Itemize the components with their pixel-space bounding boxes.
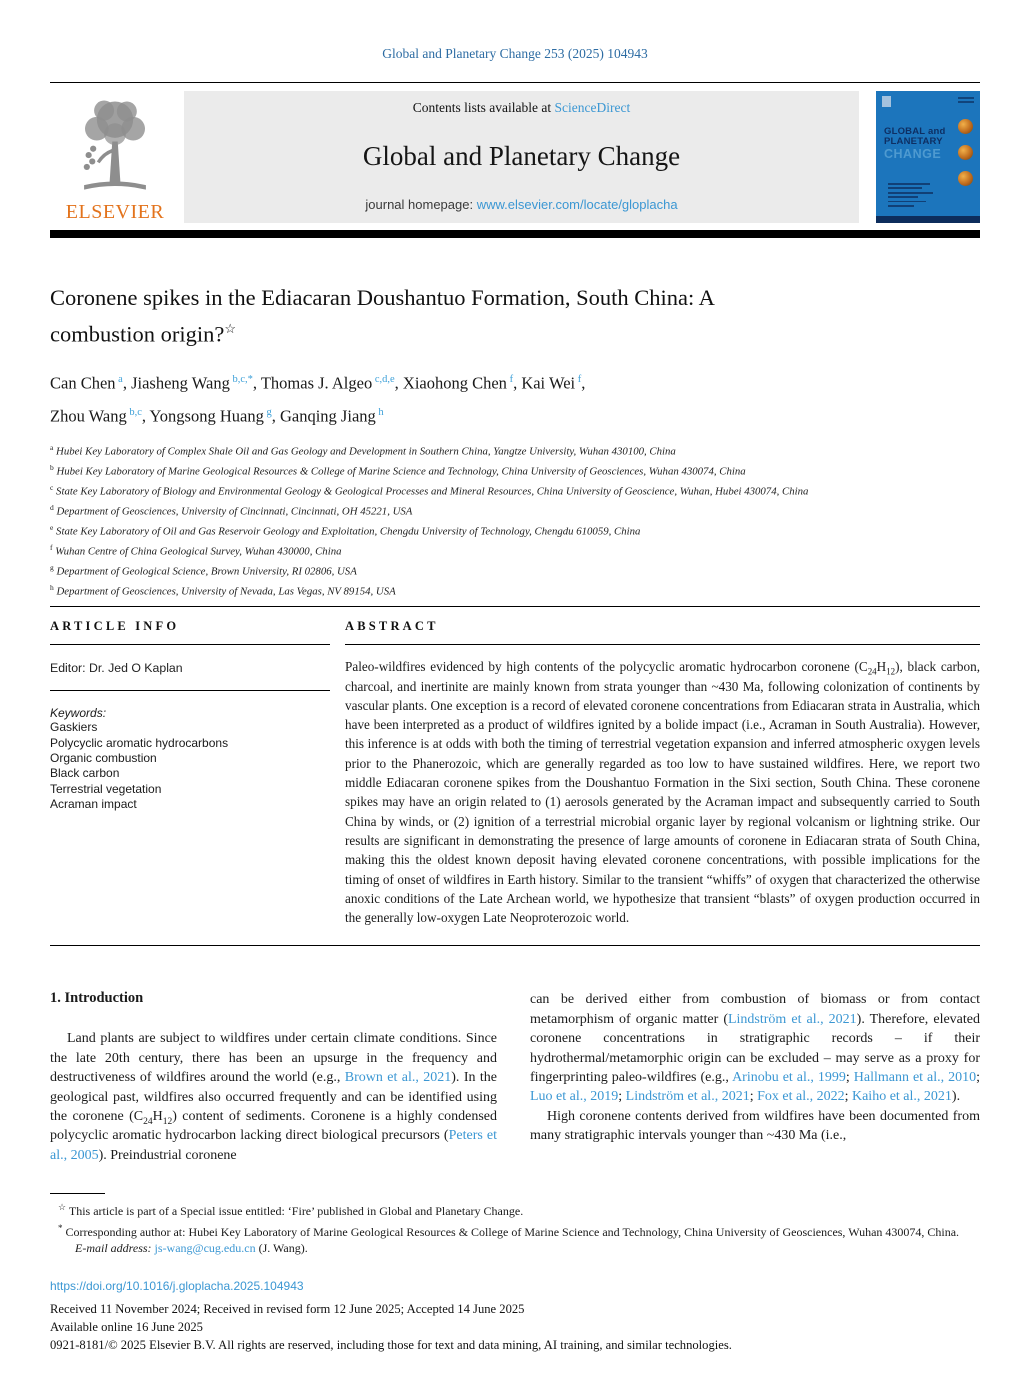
article-info-rule: [50, 644, 330, 645]
cover-bottom-strip: [876, 216, 980, 223]
sciencedirect-link[interactable]: ScienceDirect: [554, 100, 631, 115]
affiliation-sup: g: [50, 563, 54, 573]
text-segment: ).: [951, 1089, 961, 1105]
text-segment: ;: [749, 1089, 758, 1105]
banner-center-panel: [184, 91, 859, 223]
text-segment: ). In the geological past, wildfires also occurred frequently and can be identified using the coronene (C: [50, 1070, 497, 1125]
affiliation-sup: e: [50, 522, 54, 532]
text-segment: ) content of sediments. Coronene is a highly condensed polycyclic aromatic hydrocarbon lacking direct biological precursors (: [50, 1109, 497, 1144]
body-column-left: [50, 990, 497, 1165]
citation-link[interactable]: js-wang@cug.edu.cn: [154, 1241, 256, 1256]
italic-text: E-mail address:: [75, 1241, 155, 1256]
article-info-column: [50, 619, 330, 927]
info-abstract-section: [50, 619, 980, 927]
footnote-separator: [50, 1193, 105, 1194]
footnote-item: [50, 1220, 980, 1241]
journal-homepage-link[interactable]: www.elsevier.com/locate/gloplacha: [476, 197, 678, 212]
text-segment: Corresponding author at: Hubei Key Laboratory of Marine Geological Resources & College of Marine Science and Technology, China University of Geosciences, Wuhan 430074, China.: [65, 1224, 960, 1239]
abstract-heading: ABSTRACT: [345, 619, 439, 634]
affiliation-item: $^f$ Wuhan Centre of China Geological Survey, Wuhan 430000, China: [50, 542, 342, 558]
keywords-label: Keywords:: [50, 706, 107, 721]
author-affiliation-sup: g: [263, 407, 272, 418]
divider-below-abstract: [50, 945, 980, 946]
affiliation-sup: h: [50, 583, 54, 593]
body-column-right: [530, 990, 980, 1165]
body-paragraph: [530, 1107, 980, 1146]
keyword-item: Terrestrial vegetation: [50, 781, 162, 796]
affiliation-item: $^b$ Hubei Key Laboratory of Marine Geological Resources & College of Marine Science and Technology, China University of Geosciences, Wuhan 430074, China: [50, 462, 746, 478]
citation-link[interactable]: Lindström et al., 2021: [727, 1011, 857, 1027]
editor-rule: [50, 690, 330, 691]
homepage-line: [365, 197, 677, 212]
text-segment: Land plants are subject to wildfires under certain climate conditions. Since the late 20th century, there has been an upsurge in the frequency and destructiveness of wildfires around the world (e.g.,: [50, 1031, 497, 1086]
text-segment: ;: [845, 1070, 854, 1086]
footnote-symbol: ☆: [58, 1202, 67, 1213]
subscript-text: 12: [162, 1116, 173, 1127]
citation-link[interactable]: Lindström et al., 2021: [625, 1089, 750, 1105]
doi-link[interactable]: https://doi.org/10.1016/j.gloplacha.2025.104943: [50, 1279, 304, 1294]
article-title-line2: [50, 313, 980, 350]
author-name: Can Chen: [50, 373, 116, 392]
homepage-prefix: journal homepage:: [365, 197, 477, 212]
globe-icon: [958, 171, 973, 186]
article-info-heading: ARTICLE INFO: [50, 619, 180, 634]
author-name: Thomas J. Algeo: [260, 373, 373, 392]
author-affiliation-sup: b,c,*: [229, 373, 253, 385]
elsevier-tree-icon: [69, 96, 161, 201]
footnote-item: [50, 1240, 980, 1257]
affiliation-sup: a: [50, 442, 54, 452]
elsevier-wordmark: ELSEVIER: [65, 201, 165, 223]
keyword-item: Acraman impact: [50, 797, 137, 812]
article-title-line2-text: combustion origin?: [50, 321, 225, 347]
author-list: [50, 365, 980, 432]
affiliation-item: $^e$ State Key Laboratory of Oil and Gas Reservoir Geology and Exploitation, Chengdu University of Technology, Chengdu 610059, China: [50, 522, 641, 538]
cover-publisher-mark: [882, 96, 891, 107]
journal-cover-thumbnail[interactable]: [876, 91, 980, 223]
cover-issue-text: [958, 97, 974, 105]
affiliation-item: $^a$ Hubei Key Laboratory of Complex Shale Oil and Gas Geology and Development in Southern China, Yangtze University, Wuhan 430100, China: [50, 442, 676, 458]
keyword-item: Polycyclic aromatic hydrocarbons: [50, 735, 229, 750]
author-affiliation-sup: a: [115, 373, 123, 385]
author-name: Ganqing Jiang: [279, 406, 376, 426]
contents-line: [413, 100, 630, 116]
contents-prefix: Contents lists available at: [412, 100, 555, 115]
author-name: Jiasheng Wang: [131, 373, 230, 392]
cover-title: [884, 127, 945, 161]
author-affiliation-sup: f: [575, 373, 582, 385]
citation-link[interactable]: Fox et al., 2022: [757, 1089, 845, 1105]
globe-icon: [958, 145, 973, 160]
special-issue-star-icon: ☆: [224, 321, 237, 336]
article-title: [50, 282, 980, 350]
affiliation-list: [50, 440, 980, 601]
doi-line: [50, 1279, 980, 1293]
author-affiliation-sup: b,c: [126, 407, 142, 418]
globe-icon: [958, 119, 973, 134]
divider-banner-bottom: [50, 230, 980, 238]
keyword-item: Gaskiers: [50, 720, 98, 735]
divider-top: [50, 82, 980, 83]
divider-above-info: [50, 606, 980, 607]
page-content: [50, 0, 980, 1354]
affiliation-sup: c: [50, 482, 54, 492]
abstract-text: [345, 657, 980, 927]
copyright-line: 0921-8181/© 2025 Elsevier B.V. All rights are reserved, including those for text and data mining, AI training, and similar technologies.: [50, 1338, 732, 1353]
body-text: [50, 990, 980, 1165]
footer-block: [50, 1279, 980, 1354]
text-segment: ;: [618, 1089, 626, 1105]
author-line: Can Chen $^a$, Jiasheng Wang $^{b,c,*}$, Thomas J. Algeo $^{c,d,e}$, Xiaohong Chen $^f$, Kai Wei $^f$,: [50, 373, 586, 392]
author-name: Zhou Wang: [50, 406, 127, 426]
citation-link[interactable]: Peters et al., 2005: [50, 1128, 497, 1163]
footnote-symbol: *: [58, 1222, 63, 1233]
author-name: Yongsong Huang: [149, 406, 264, 426]
citation-link[interactable]: Luo et al., 2019: [530, 1089, 619, 1105]
article-title-line1: Coronene spikes in the Ediacaran Doushantuo Formation, South China: A: [50, 285, 715, 310]
affiliation-item: $^c$ State Key Laboratory of Biology and Environmental Geology & Geological Processes and Mineral Resources, China University of Geoscience, Wuhan, Hubei 430074, China: [50, 482, 809, 498]
keywords-list: [50, 720, 330, 812]
text-segment: ). Therefore, elevated coronene concentrations in stratigraphic records – if their hydrothermal/metamorphic origin can be excluded – may serve as a proxy for fingerprinting paleo-wildfires (e.g.,: [530, 1011, 980, 1086]
cover-title-line2: PLANETARY: [884, 136, 943, 147]
citation-link[interactable]: Brown et al., 2021: [344, 1070, 452, 1086]
available-line: Available online 16 June 2025: [50, 1320, 203, 1335]
text-segment: High coronene contents derived from wildfires have been documented from many stratigraphic intervals younger than ~430 Ma (i.e.,: [530, 1108, 980, 1144]
cover-editor-lines: [888, 183, 933, 209]
citation-link[interactable]: Hallmann et al., 2010: [853, 1070, 977, 1086]
running-head: Global and Planetary Change 253 (2025) 104943: [382, 46, 648, 61]
text-segment: ;: [844, 1089, 852, 1105]
text-segment: Paleo-wildfires evidenced by high contents of the polycyclic aromatic hydrocarbon coronene (C: [345, 659, 868, 675]
text-segment: ;: [976, 1070, 981, 1086]
text-segment: This article is part of a Special issue entitled: ‘Fire’ published in Global and Planetary Change.: [68, 1204, 524, 1219]
subscript-text: 24: [143, 1116, 153, 1127]
citation-link[interactable]: Kaiho et al., 2021: [851, 1089, 952, 1105]
body-paragraph: [530, 990, 980, 1106]
text-segment: can be derived either from combustion of biomass or from contact metamorphism of organic matter (: [530, 992, 980, 1027]
citation-link[interactable]: Arinobu et al., 1999: [732, 1070, 846, 1086]
affiliation-item: $^d$ Department of Geosciences, University of Cincinnati, Cincinnati, OH 45221, USA: [50, 502, 413, 518]
journal-title: Global and Planetary Change: [362, 141, 681, 171]
affiliation-sup: f: [50, 542, 53, 552]
text-segment: (J. Wang).: [255, 1241, 308, 1256]
body-paragraph: [50, 1029, 497, 1165]
affiliation-sup: b: [50, 462, 54, 472]
keyword-item: Organic combustion: [50, 751, 157, 766]
cover-title-line1: GLOBAL and: [884, 126, 946, 137]
text-segment: ), black carbon, charcoal, and inertinite are mainly known from strata younger than ~430 Ma, following colonization of continents by vascular plants. One exception is a record of elevated coronene concentrations from Ediacaran strata in Australia, which have been interpreted as a product of wildfires ignited by a bolide impact (i.e., Acraman in South Australia). However, this inference is at odds with both the timing of terrestrial vegetation expansion and inferred atmospheric oxygen levels prior to the Phanerozoic, which are generally regarded as too low to have sustained wildfires. Here, we report two middle Ediacaran coronene spikes from the Doushantuo Formation in the Sixi section, South China. These coronene spikes may have an origin related to (1) aerosols generated by the Acraman impact and subsequently carried to South China by winds, or (2) ignition of a terrestrial microbial organic layer by regional volcanism or lightning strike. Our results are significant in demonstrating the presence of large amounts of coronene in Ediacaran strata of South China, making this the oldest known deposit having elevated coronene concentrations, with possible implications for the timing of onset of wildfires in Earth history. Similar to the transient “whiffs” of oxygen that characterized the otherwise anoxic conditions of the Late Archean world, we hypothesize that transient “blasts” of oxygen production occurred in the generally low-oxygen Late Neoproterozoic world.: [345, 659, 980, 926]
author-affiliation-sup: f: [506, 373, 514, 385]
subscript-text: 12: [886, 666, 896, 677]
cover-title-line3: CHANGE: [884, 147, 942, 161]
received-line: Received 11 November 2024; Received in revised form 12 June 2025; Accepted 14 June 2025: [50, 1302, 525, 1317]
abstract-rule: [345, 644, 980, 645]
author-name: Kai Wei: [521, 373, 576, 392]
footnotes: [50, 1199, 980, 1257]
journal-banner: [50, 91, 980, 223]
text-segment: ). Preindustrial coronene: [98, 1147, 237, 1163]
keyword-item: Black carbon: [50, 766, 120, 781]
text-segment: H: [152, 1109, 163, 1125]
author-name: Xiaohong Chen: [402, 373, 507, 392]
section-heading-introduction: 1. Introduction: [50, 990, 144, 1007]
author-affiliation-sup: h: [375, 407, 384, 418]
affiliation-sup: d: [50, 502, 54, 512]
footnote-item: [50, 1199, 980, 1220]
editor-line: Editor: Dr. Jed O Kaplan: [50, 661, 183, 676]
affiliation-item: $^h$ Department of Geosciences, University of Nevada, Las Vegas, NV 89154, USA: [50, 583, 396, 598]
abstract-column: [345, 619, 980, 927]
text-segment: H: [876, 659, 887, 675]
subscript-text: 24: [867, 666, 877, 677]
affiliation-item: $^g$ Department of Geological Science, Brown University, RI 02806, USA: [50, 563, 357, 578]
cover-globe-images: [958, 119, 973, 197]
elsevier-logo: [50, 91, 180, 223]
author-line: Zhou Wang $^{b,c}$, Yongsong Huang $^g$, Ganqing Jiang $^h$: [50, 406, 384, 426]
author-affiliation-sup: c,d,e: [372, 373, 395, 385]
